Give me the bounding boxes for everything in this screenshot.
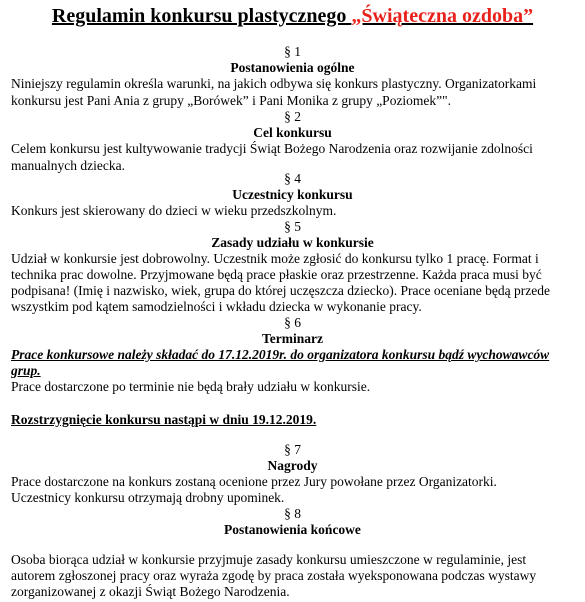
section-1-line-2: konkursu jest Pani Ania z grupy „Borówek” i Pani Monika z grupy „Poziomek”". xyxy=(11,93,452,108)
section-2-heading: Cel konkursu xyxy=(253,125,332,140)
section-4-line-1: Konkurs jest skierowany do dzieci w wieku przedszkolnym. xyxy=(11,203,337,218)
section-8-line-1: Osoba biorąca udział w konkursie przyjmuje zasady konkursu umieszczone w regulaminie, jest xyxy=(11,552,527,567)
section-8-heading: Postanowienia końcowe xyxy=(224,522,361,537)
section-6-number: § 6 xyxy=(284,315,301,330)
title-main: Regulamin konkursu plastycznego xyxy=(51,5,352,27)
section-2-line-2: manualnych dziecka. xyxy=(11,158,125,173)
section-1-line-1: Niniejszy regulamin określa warunki, na jakich odbywa się konkurs plastyczny. Organizatorkami xyxy=(11,76,537,91)
section-5-line-4: wszystkim pod kątem samodzielności i wkładu dziecka w wykonanie pracy. xyxy=(11,299,422,314)
section-7-number: § 7 xyxy=(284,442,301,457)
section-6-line-1: Prace dostarczone po terminie nie będą brały udziału w konkursie. xyxy=(11,379,371,394)
section-5-line-2: technika prac dowolne. Przyjmowane będą prace płaskie oraz przestrzenne. Każda praca musi być xyxy=(11,267,542,282)
section-5-number: § 5 xyxy=(284,219,301,234)
section-2-number: § 2 xyxy=(284,109,301,124)
section-1-heading: Postanowienia ogólne xyxy=(230,60,355,75)
section-7-line-1: Prace dostarczone na konkurs zostaną ocenione przez Jury powołane przez Organizatorki. xyxy=(11,474,497,489)
section-8-line-2: autorem zgłoszonej pracy oraz wyraża zgodę by praca została wyeksponowana podczas wystawy xyxy=(11,568,537,583)
section-4-number: § 4 xyxy=(284,171,301,186)
title-accent: „Świąteczna ozdoba” xyxy=(351,5,534,27)
section-5-heading: Zasady udziału w konkursie xyxy=(211,235,374,250)
section-8-number: § 8 xyxy=(284,506,301,521)
section-1-number: § 1 xyxy=(284,44,301,59)
section-5-line-1: Udział w konkursie jest dobrowolny. Uczestnik może zgłosić do konkursu tylko 1 pracę. Format i xyxy=(11,251,539,266)
section-7-line-2: Uczestnicy konkursu otrzymają drobny upominek. xyxy=(11,490,285,505)
section-6-resolution: Rozstrzygnięcie konkursu nastąpi w dniu 19.12.2019. xyxy=(11,412,317,427)
section-6-heading: Terminarz xyxy=(262,331,323,346)
section-4-heading: Uczestnicy konkursu xyxy=(232,187,353,202)
section-6-deadline-line-2: grup. xyxy=(11,363,41,378)
section-6-deadline-line-1: Prace konkursowe należy składać do 17.12.2019r. do organizatora konkursu bądź wychowawców xyxy=(11,347,550,362)
section-7-heading: Nagrody xyxy=(267,458,318,473)
section-5-line-3: podpisana! (Imię i nazwisko, wiek, grupa do której uczęszcza dziecko). Prace oceniane będą przede xyxy=(11,283,550,298)
section-2-line-1: Celem konkursu jest kultywowanie tradycji Świąt Bożego Narodzenia oraz rozwijanie zdolności xyxy=(11,141,533,156)
document-title xyxy=(0,4,585,28)
section-8-line-3: zorganizowanej z okazji Świąt Bożego Narodzenia. xyxy=(11,584,290,599)
